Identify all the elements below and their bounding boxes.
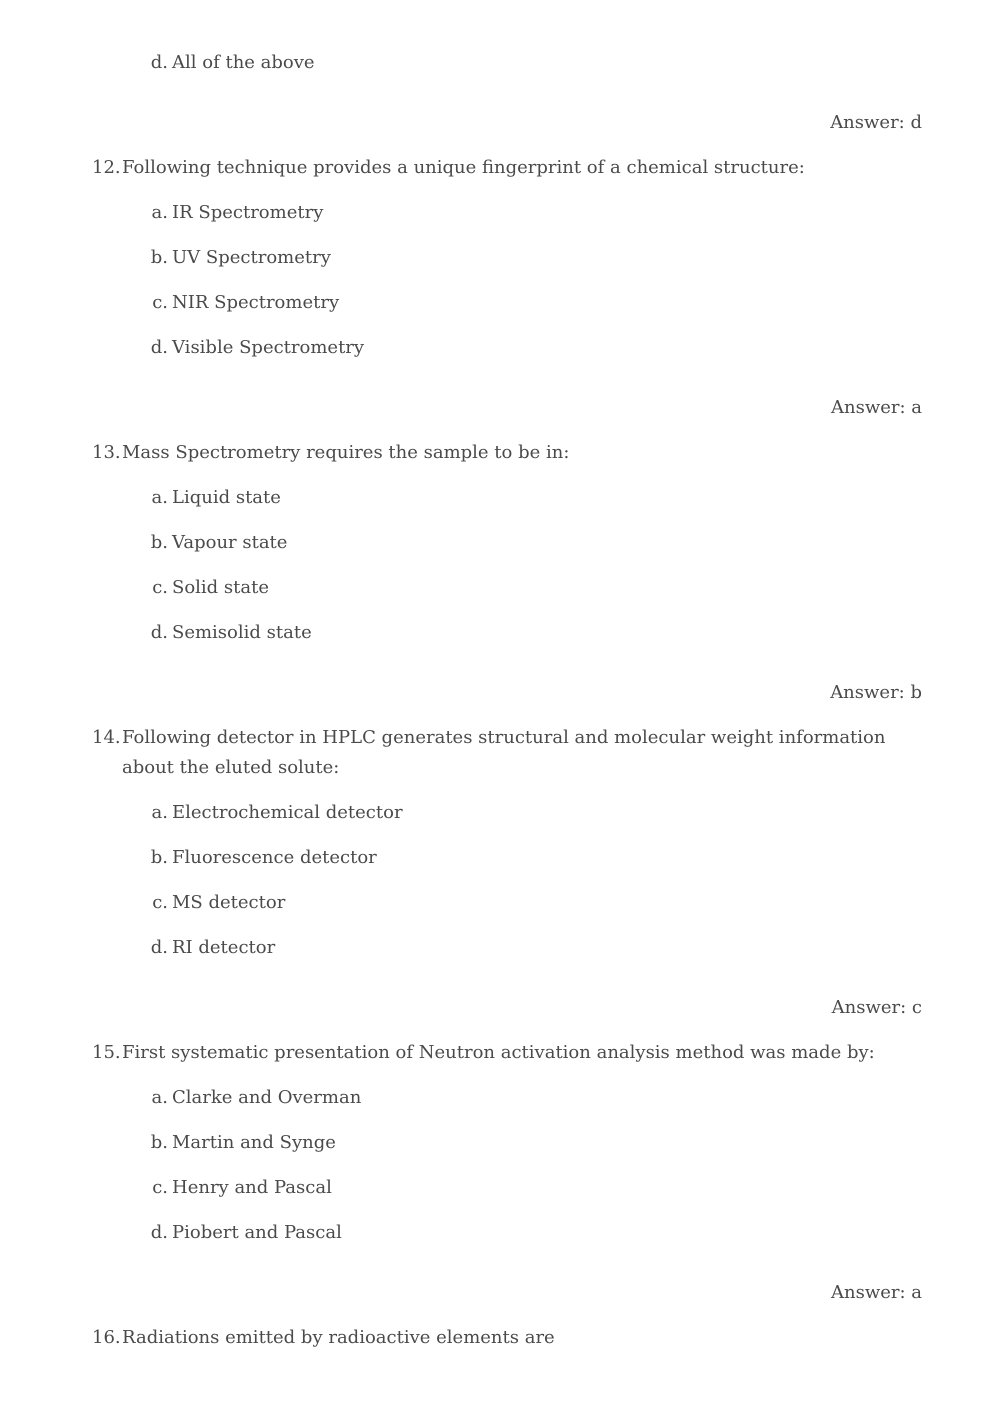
question-number: 12. xyxy=(92,157,121,178)
option-letter: c. xyxy=(152,1177,168,1198)
option-letter: b. xyxy=(150,532,168,553)
option-text: Electrochemical detector xyxy=(172,802,403,823)
question-text: Mass Spectrometry requires the sample to be in: xyxy=(122,442,570,463)
option-letter: c. xyxy=(152,892,168,913)
answer-12: Answer: a xyxy=(830,397,922,418)
option-text: Visible Spectrometry xyxy=(172,337,365,358)
option-text: UV Spectrometry xyxy=(172,247,331,268)
option-letter: d. xyxy=(150,1222,168,1243)
option-letter: a. xyxy=(151,802,168,823)
option-letter: b. xyxy=(150,247,168,268)
option-text: Henry and Pascal xyxy=(172,1177,332,1198)
question-text: Following detector in HPLC generates structural and molecular weight information about the eluted solute: xyxy=(122,727,886,778)
question-number: 15. xyxy=(92,1042,121,1063)
option-letter: a. xyxy=(151,1087,168,1108)
question-number: 16. xyxy=(92,1327,121,1348)
option-text: Solid state xyxy=(172,577,270,598)
answer-13: Answer: b xyxy=(830,682,922,703)
option-text: MS detector xyxy=(172,892,286,913)
option-letter: d. xyxy=(150,52,168,73)
option-letter: b. xyxy=(150,1132,168,1153)
option-letter: a. xyxy=(151,202,168,223)
answer-14: Answer: c xyxy=(831,997,922,1018)
question-text: Radiations emitted by radioactive elements are xyxy=(122,1327,555,1348)
option-letter: a. xyxy=(151,487,168,508)
option-letter: d. xyxy=(150,937,168,958)
option-text: Semisolid state xyxy=(172,622,312,643)
answer-15: Answer: a xyxy=(830,1282,922,1303)
option-text: Fluorescence detector xyxy=(172,847,377,868)
option-text: RI detector xyxy=(172,937,276,958)
option-text: Clarke and Overman xyxy=(172,1087,362,1108)
option-text: NIR Spectrometry xyxy=(172,292,340,313)
option-letter: d. xyxy=(150,622,168,643)
option-text: All of the above xyxy=(172,52,315,73)
option-text: Piobert and Pascal xyxy=(172,1222,342,1243)
question-text: First systematic presentation of Neutron activation analysis method was made by: xyxy=(122,1042,875,1063)
question-number: 14. xyxy=(92,727,121,748)
option-letter: c. xyxy=(152,577,168,598)
question-number: 13. xyxy=(92,442,121,463)
option-text: Liquid state xyxy=(172,487,281,508)
option-text: Martin and Synge xyxy=(172,1132,336,1153)
option-text: IR Spectrometry xyxy=(172,202,324,223)
question-text: Following technique provides a unique fingerprint of a chemical structure: xyxy=(122,157,805,178)
option-text: Vapour state xyxy=(172,532,288,553)
option-letter: b. xyxy=(150,847,168,868)
option-letter: c. xyxy=(152,292,168,313)
option-letter: d. xyxy=(150,337,168,358)
answer-11: Answer: d xyxy=(830,112,922,133)
